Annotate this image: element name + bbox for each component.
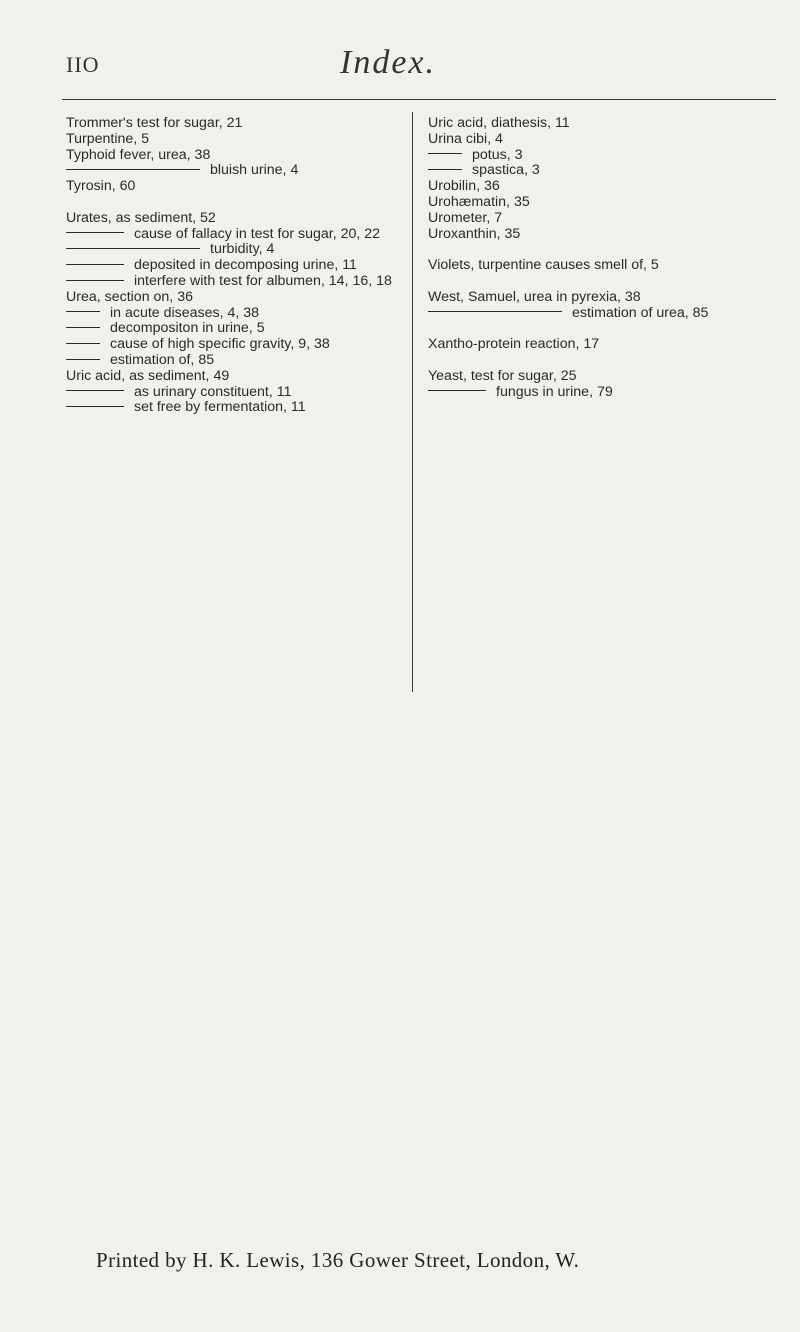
ditto-rule xyxy=(66,327,100,328)
index-entry-text: deposited in decomposing urine, 11 xyxy=(134,257,357,274)
index-entry-text: Tyrosin, 60 xyxy=(66,178,136,195)
index-entry xyxy=(428,116,758,132)
index-entry-text: Urohæmatin, 35 xyxy=(428,193,530,210)
ditto-rule xyxy=(66,248,200,249)
ditto-rule xyxy=(428,169,462,170)
index-entry xyxy=(428,369,758,385)
index-entry-text: spastica, 3 xyxy=(472,162,540,179)
index-entry-text: West, Samuel, urea in pyrexia, 38 xyxy=(428,288,641,305)
index-entry xyxy=(428,290,758,306)
column-divider xyxy=(412,112,413,692)
index-entry xyxy=(66,353,398,369)
index-entry-text: potus, 3 xyxy=(472,146,523,163)
index-entry-text: Uric acid, as sediment, 49 xyxy=(66,367,230,384)
entry-gap xyxy=(66,195,398,211)
index-entry-text: in acute diseases, 4, 38 xyxy=(110,304,260,321)
index-entry xyxy=(66,258,398,274)
index-entry-text: Urina cibi, 4 xyxy=(428,130,503,147)
index-entry-text: decompositon in urine, 5 xyxy=(110,320,265,337)
ditto-rule xyxy=(66,390,124,391)
index-entry-text: Trommer's test for sugar, 21 xyxy=(66,115,243,131)
index-entry xyxy=(428,195,758,211)
index-entry-text: fungus in urine, 79 xyxy=(496,383,613,400)
ditto-rule xyxy=(428,311,562,312)
entry-gap xyxy=(428,274,758,290)
index-entry-text: bluish urine, 4 xyxy=(210,162,299,179)
index-entry xyxy=(428,163,758,179)
index-entry-text: Uroxanthin, 35 xyxy=(428,225,521,242)
index-entry xyxy=(428,385,758,401)
header-rule xyxy=(62,99,776,100)
index-entry xyxy=(66,227,398,243)
index-entry-text: Urates, as sediment, 52 xyxy=(66,209,216,226)
index-entry xyxy=(428,132,758,148)
index-entry-text: estimation of urea, 85 xyxy=(572,304,709,321)
index-entry xyxy=(66,321,398,337)
entry-gap xyxy=(428,353,758,369)
ditto-rule xyxy=(66,343,100,344)
ditto-rule xyxy=(66,311,100,312)
ditto-rule xyxy=(428,390,486,391)
index-entry-text: set free by fermentation, 11 xyxy=(134,399,306,416)
index-entry-text: Typhoid fever, urea, 38 xyxy=(66,146,211,163)
index-entry xyxy=(66,274,398,290)
ditto-rule xyxy=(66,232,124,233)
index-entry xyxy=(428,337,758,353)
index-entry xyxy=(428,179,758,195)
index-entry xyxy=(66,385,398,401)
page-title: Index. xyxy=(340,44,437,81)
index-entry-text: estimation of, 85 xyxy=(110,351,215,368)
index-entry-text: Yeast, test for sugar, 25 xyxy=(428,367,577,384)
index-entry-text: interfere with test for albumen, 14, 16, 18 xyxy=(134,272,392,289)
index-entry-text: Urea, section on, 36 xyxy=(66,288,193,305)
index-entry xyxy=(428,258,758,274)
ditto-rule xyxy=(66,406,124,407)
index-entry-text: turbidity, 4 xyxy=(210,241,275,258)
index-entry xyxy=(428,211,758,227)
index-entry xyxy=(66,163,398,179)
index-entry-text: Uric acid, diathesis, 11 xyxy=(428,115,570,131)
index-entry-text: Urometer, 7 xyxy=(428,209,503,226)
index-entry-text: Urobilin, 36 xyxy=(428,178,500,195)
index-entry xyxy=(428,148,758,164)
index-entry xyxy=(66,337,398,353)
index-entry-text: Xantho-protein reaction, 17 xyxy=(428,336,600,353)
index-entry xyxy=(66,369,398,385)
index-entry-text: as urinary constituent, 11 xyxy=(134,383,292,400)
entry-gap xyxy=(428,321,758,337)
index-entry xyxy=(66,400,398,416)
index-entry-text: cause of fallacy in test for sugar, 20, 22 xyxy=(134,225,381,242)
index-entry xyxy=(66,179,398,195)
index-entry xyxy=(66,116,398,132)
index-column-left xyxy=(66,116,398,416)
index-entry xyxy=(66,306,398,322)
index-entry xyxy=(66,290,398,306)
index-entry-text: cause of high specific gravity, 9, 38 xyxy=(110,336,330,353)
ditto-rule xyxy=(66,359,100,360)
ditto-rule xyxy=(66,280,124,281)
index-entry-text: Violets, turpentine causes smell of, 5 xyxy=(428,257,659,274)
page-number: IIO xyxy=(66,52,100,77)
ditto-rule xyxy=(66,169,200,170)
entry-gap xyxy=(428,242,758,258)
index-entry xyxy=(66,132,398,148)
index-entry xyxy=(428,306,758,322)
index-column-right xyxy=(428,116,758,400)
index-entry xyxy=(66,242,398,258)
index-entry xyxy=(428,227,758,243)
index-entry-text: Turpentine, 5 xyxy=(66,130,150,147)
ditto-rule xyxy=(428,153,462,154)
index-entry xyxy=(66,211,398,227)
printer-imprint: Printed by H. K. Lewis, 136 Gower Street, London, W. xyxy=(96,1248,580,1272)
index-entry xyxy=(66,148,398,164)
ditto-rule xyxy=(66,264,124,265)
